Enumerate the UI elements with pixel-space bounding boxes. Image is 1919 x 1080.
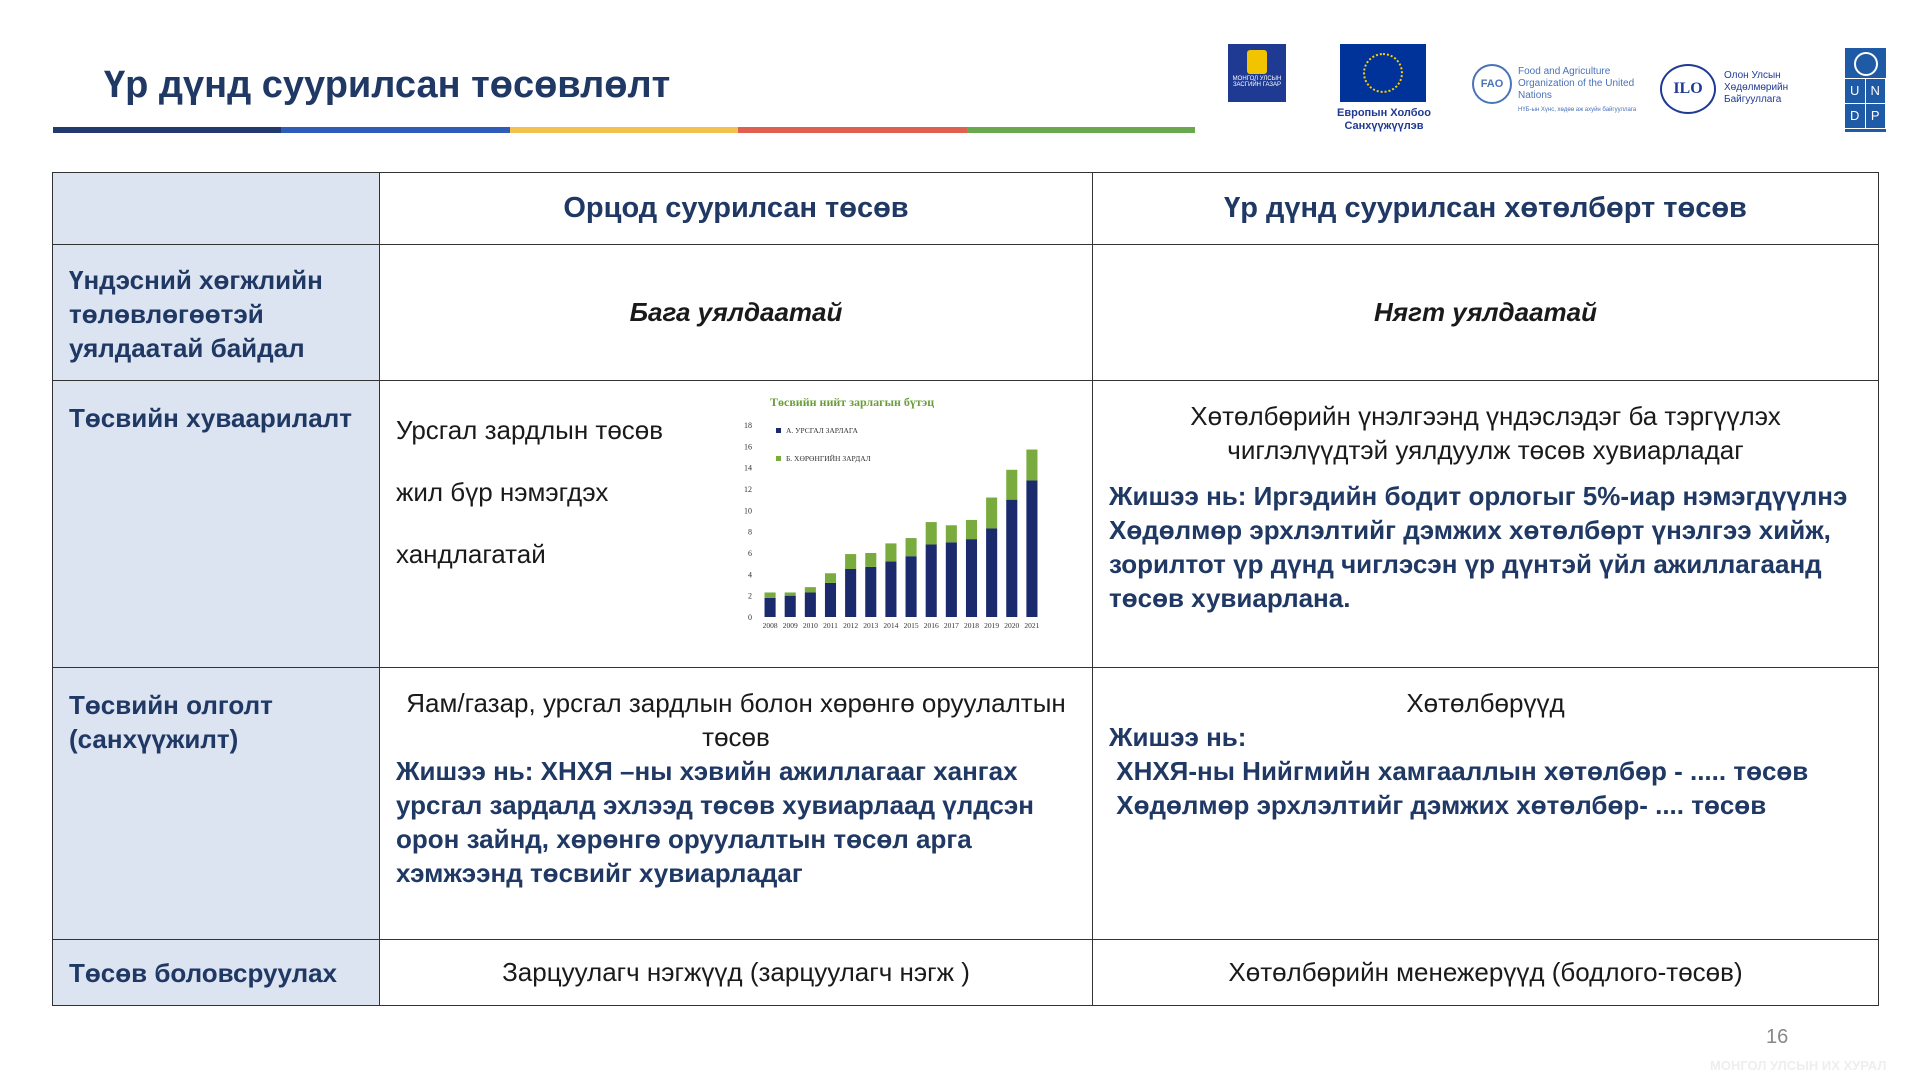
title-bar-seg-2 xyxy=(281,127,509,133)
legend-label: А. УРСГАЛ ЗАРЛАГА xyxy=(786,426,858,435)
funding-result-text: Хөтөлбөрүүд xyxy=(1406,688,1565,718)
eu-logo-text: Европын Холбоо Санхүүжүүлэв xyxy=(1337,107,1431,132)
bar-current-expenditure xyxy=(805,592,816,617)
bar-capital-expenditure xyxy=(885,543,896,561)
title-underline xyxy=(53,127,1195,133)
cell-funding-result xyxy=(1093,668,1879,940)
legend-label: Б. ХӨРӨНГИЙН ЗАРДАЛ xyxy=(786,454,871,463)
bar-capital-expenditure xyxy=(906,538,917,556)
title-bar-seg-4 xyxy=(738,127,966,133)
bar-capital-expenditure xyxy=(805,587,816,592)
x-tick-label: 2021 xyxy=(1024,621,1040,630)
y-tick-label: 18 xyxy=(744,421,752,430)
fao-logo-title: Food and Agriculture Organization of the United Nations xyxy=(1518,66,1635,101)
header-input-budget: Орцод суурилсан төсөв xyxy=(380,173,1093,245)
cell-allocation-input xyxy=(380,381,1093,668)
bar-current-expenditure xyxy=(926,544,937,617)
bar-current-expenditure xyxy=(966,539,977,617)
ilo-logo-icon: ILO xyxy=(1660,64,1716,114)
cell-link-result: Нягт уялдаатай xyxy=(1093,245,1879,381)
bar-current-expenditure xyxy=(906,556,917,617)
bar-capital-expenditure xyxy=(765,592,776,597)
bar-current-expenditure xyxy=(845,569,856,617)
funding-result-example-2: ХНХЯ-ны Нийгмийн хамгааллын хөтөлбөр - ..... төсөв xyxy=(1109,756,1809,786)
mongolia-government-logo xyxy=(1228,44,1286,102)
slide-title: Үр дүнд суурилсан төсөвлөлт xyxy=(104,64,671,106)
funding-input-example: Жишээ нь: ХНХЯ –ны хэвийн ажиллагааг хангах урсгал зардалд эхлээд төсөв хувиарлаад үлдсэн орон зайнд, хөрөнгө оруулалтын төсөл арга хэмжээнд төсвийг хувиарладаг xyxy=(396,756,1034,888)
x-tick-label: 2011 xyxy=(823,621,838,630)
cell-prep-result: Хөтөлбөрийн менежерүүд (бодлого-төсөв) xyxy=(1093,940,1879,1006)
bar-capital-expenditure xyxy=(1026,450,1037,481)
bar-capital-expenditure xyxy=(926,522,937,544)
header-result-budget: Үр дүнд суурилсан хөтөлбөрт төсөв xyxy=(1093,173,1879,245)
comparison-table xyxy=(52,172,1879,1006)
table-row xyxy=(53,668,1879,940)
expenditure-chart-svg xyxy=(730,411,1048,651)
bar-current-expenditure xyxy=(1026,480,1037,617)
title-bar-seg-3 xyxy=(510,127,738,133)
title-bar-seg-1 xyxy=(53,127,281,133)
undp-logo xyxy=(1845,48,1886,132)
bar-current-expenditure xyxy=(946,542,957,617)
chart-title: Төсвийн нийт зарлагын бүтэц xyxy=(770,395,935,409)
x-tick-label: 2018 xyxy=(964,621,979,630)
row-label-allocation: Төсвийн хуваарилалт xyxy=(53,381,380,668)
legend-swatch xyxy=(776,456,781,461)
y-tick-label: 0 xyxy=(748,613,752,622)
bar-current-expenditure xyxy=(865,567,876,617)
bar-capital-expenditure xyxy=(966,520,977,539)
undp-letter: U xyxy=(1845,79,1866,104)
allocation-input-line: хандлагатай xyxy=(396,539,546,569)
cell-funding-input xyxy=(380,668,1093,940)
allocation-input-line: жил бүр нэмэгдэх xyxy=(396,477,609,507)
x-tick-label: 2019 xyxy=(984,621,1000,630)
y-tick-label: 12 xyxy=(744,485,752,494)
undp-letter: P xyxy=(1866,104,1887,129)
row-label-funding: Төсвийн олголт (санхүүжилт) xyxy=(53,668,380,940)
cell-prep-input: Зарцуулагч нэгжүүд (зарцуулагч нэгж ) xyxy=(380,940,1093,1006)
partner-logos xyxy=(1228,44,1888,144)
funding-input-text: Яам/газар, урсгал зардлын болон хөрөнгө оруулалтын төсөв xyxy=(406,688,1066,752)
bar-capital-expenditure xyxy=(785,592,796,595)
bar-capital-expenditure xyxy=(946,525,957,542)
ilo-logo-text: Олон Улсын Хөдөлмөрийн Байгууллага xyxy=(1724,70,1789,105)
row-label-prep: Төсөв боловсруулах xyxy=(53,940,380,1006)
bar-current-expenditure xyxy=(885,562,896,617)
x-tick-label: 2008 xyxy=(762,621,778,630)
x-tick-label: 2015 xyxy=(903,621,919,630)
table-row xyxy=(53,940,1879,1006)
bar-current-expenditure xyxy=(825,583,836,617)
bar-capital-expenditure xyxy=(825,573,836,583)
allocation-result-text: Хөтөлбөрийн үнэлгээнд үндэслэдэг ба тэргүүлэх чиглэлүүдтэй уялдуулж төсөв хувиарладаг xyxy=(1190,401,1781,465)
allocation-input-line: Урсгал зардлын төсөв xyxy=(396,415,664,445)
eu-stars-icon xyxy=(1363,53,1403,93)
funding-result-example-3: Хөдөлмөр эрхлэлтийг дэмжих хөтөлбөр- .... төсөв xyxy=(1109,790,1767,820)
x-tick-label: 2012 xyxy=(843,621,859,630)
header-blank-cell xyxy=(53,173,380,245)
table-row xyxy=(53,381,1879,668)
bar-current-expenditure xyxy=(986,528,997,617)
row-label-link: Үндэсний хөгжлийн төлөвлөгөөтэй уялдаатай байдал xyxy=(53,245,380,381)
fao-logo-icon: FAO xyxy=(1472,64,1512,104)
bar-capital-expenditure xyxy=(865,553,876,567)
table-row xyxy=(53,245,1879,381)
x-tick-label: 2010 xyxy=(802,621,818,630)
y-tick-label: 14 xyxy=(744,463,752,473)
bar-capital-expenditure xyxy=(845,554,856,569)
fao-logo-text xyxy=(1518,66,1638,116)
funding-result-example-1: Жишээ нь: xyxy=(1109,722,1247,752)
expenditure-chart xyxy=(730,395,1048,651)
un-globe-icon xyxy=(1854,52,1878,76)
legend-swatch xyxy=(776,428,781,433)
x-tick-label: 2016 xyxy=(923,621,939,630)
cell-allocation-result xyxy=(1093,381,1879,668)
allocation-result-example: Жишээ нь: Иргэдийн бодит орлогыг 5%-иар нэмэгдүүлнэ Хөдөлмөр эрхлэлтийг дэмжих хөтөлбөрт үнэлгээ хийж, зорилтот үр дүнд чиглэсэн үр дүнтэй үйл ажиллагаанд төсөв хувиарлана. xyxy=(1109,481,1848,613)
table-header-row xyxy=(53,173,1879,245)
y-tick-label: 16 xyxy=(744,442,752,452)
x-tick-label: 2020 xyxy=(1004,621,1020,630)
x-tick-label: 2014 xyxy=(883,621,899,630)
fao-logo-sub: НҮБ-ын Хүнс, хөдөө аж ахуйн байгууллага xyxy=(1518,107,1637,113)
y-tick-label: 8 xyxy=(748,527,752,537)
bar-current-expenditure xyxy=(1006,500,1017,617)
y-tick-label: 2 xyxy=(748,591,752,601)
mongolia-government-text: МОНГОЛ УЛСЫН ЗАСГИЙН ГАЗАР xyxy=(1232,76,1282,88)
title-bar-seg-5 xyxy=(967,127,1195,133)
y-tick-label: 10 xyxy=(744,506,752,516)
eu-flag-logo xyxy=(1340,44,1426,102)
page-number: 16 xyxy=(1766,1026,1789,1048)
soyombo-icon xyxy=(1247,50,1267,74)
x-tick-label: 2017 xyxy=(943,621,959,630)
bar-current-expenditure xyxy=(785,596,796,617)
undp-letter: D xyxy=(1845,104,1866,129)
y-tick-label: 6 xyxy=(748,549,752,558)
y-tick-label: 4 xyxy=(748,570,752,580)
cell-link-input: Бага уялдаатай xyxy=(380,245,1093,381)
x-tick-label: 2013 xyxy=(863,621,879,630)
watermark: МОНГОЛ УЛСЫН ИХ ХУРАЛ xyxy=(1710,1058,1887,1073)
bar-capital-expenditure xyxy=(1006,470,1017,500)
x-tick-label: 2009 xyxy=(782,621,798,630)
undp-letter: N xyxy=(1866,79,1887,104)
bar-capital-expenditure xyxy=(986,498,997,529)
bar-current-expenditure xyxy=(765,598,776,617)
